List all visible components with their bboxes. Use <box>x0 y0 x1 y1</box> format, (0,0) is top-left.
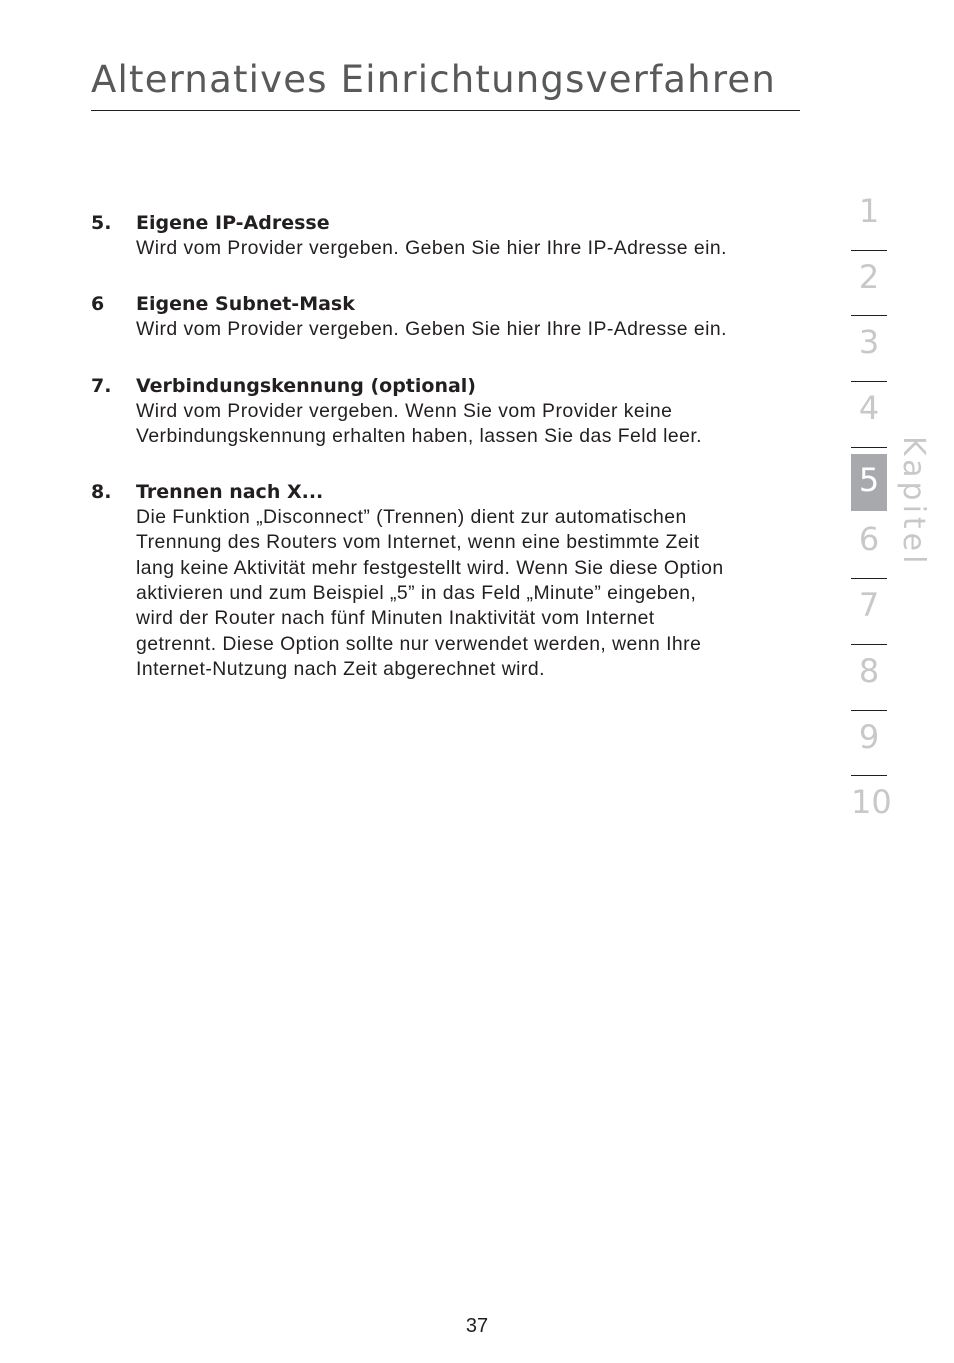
chapter-tab-7[interactable] <box>851 579 887 645</box>
chapter-number: 9 <box>858 717 880 756</box>
list-item-6 <box>91 291 801 342</box>
chapter-side-label: Kapitel <box>896 436 931 568</box>
item-heading: Trennen nach X... <box>136 481 324 504</box>
item-number: 7. <box>91 374 112 397</box>
item-text-line: Internet-Nutzung nach Zeit abgerechnet wird. <box>136 657 545 680</box>
item-text-line: Wird vom Provider vergeben. Geben Sie hier Ihre IP-Adresse ein. <box>136 318 727 341</box>
chapter-tab-9[interactable] <box>851 711 887 777</box>
chapter-tab-4[interactable] <box>851 382 887 448</box>
item-number: 8. <box>91 481 112 504</box>
page-number: 37 <box>465 1315 489 1337</box>
title-divider <box>91 110 800 111</box>
item-text-line: Wird vom Provider vergeben. Geben Sie hier Ihre IP-Adresse ein. <box>136 237 727 259</box>
list-item-7 <box>91 373 801 450</box>
item-text-line: lang keine Aktivität mehr festgestellt wird. Wenn Sie diese Option <box>136 556 724 579</box>
chapter-nav <box>851 185 892 842</box>
item-body <box>136 291 801 342</box>
chapter-tab-2[interactable] <box>851 251 887 317</box>
content-list <box>91 210 801 712</box>
list-item-8 <box>91 479 801 682</box>
chapter-number: 3 <box>858 323 880 362</box>
page-title: Alternatives Einrichtungsverfahren <box>91 58 777 101</box>
item-text-line: Verbindungskennung erhalten haben, lassen Sie das Feld leer. <box>136 424 703 447</box>
item-heading: Eigene Subnet-Mask <box>136 293 355 316</box>
chapter-number: 8 <box>858 651 880 690</box>
chapter-tab-6[interactable] <box>851 513 887 579</box>
chapter-tab-3[interactable] <box>851 316 887 382</box>
chapter-number: 6 <box>858 520 880 559</box>
item-heading: Eigene IP-Adresse <box>136 212 330 234</box>
item-text-line: getrennt. Diese Option sollte nur verwendet werden, wenn Ihre <box>136 632 702 655</box>
item-text-line: Trennung des Routers vom Internet, wenn eine bestimmte Zeit <box>136 531 700 554</box>
chapter-tab-5-active[interactable] <box>851 448 887 514</box>
chapter-tab-1[interactable] <box>851 185 887 251</box>
item-number: 5. <box>91 212 112 234</box>
chapter-number: 7 <box>858 586 880 625</box>
chapter-number: 5 <box>858 460 880 499</box>
list-item-5 <box>91 210 801 261</box>
chapter-tab-10[interactable] <box>851 776 892 842</box>
item-text-line: Wird vom Provider vergeben. Wenn Sie vom Provider keine <box>136 399 673 422</box>
chapter-number: 10 <box>851 783 892 822</box>
chapter-tab-8[interactable] <box>851 645 887 711</box>
item-body <box>136 479 801 682</box>
item-heading: Verbindungskennung (optional) <box>136 374 476 397</box>
chapter-number: 1 <box>858 192 880 230</box>
item-body <box>136 210 801 261</box>
item-body <box>136 373 801 450</box>
chapter-number: 4 <box>858 389 880 428</box>
item-text-line: aktivieren und zum Beispiel „5” in das Feld „Minute” eingeben, <box>136 582 697 605</box>
item-text-line: Die Funktion „Disconnect” (Trennen) dient zur automatischen <box>136 506 687 529</box>
chapter-number: 2 <box>858 257 880 296</box>
item-number: 6 <box>91 293 105 316</box>
item-text-line: wird der Router nach fünf Minuten Inaktivität vom Internet <box>136 607 655 630</box>
